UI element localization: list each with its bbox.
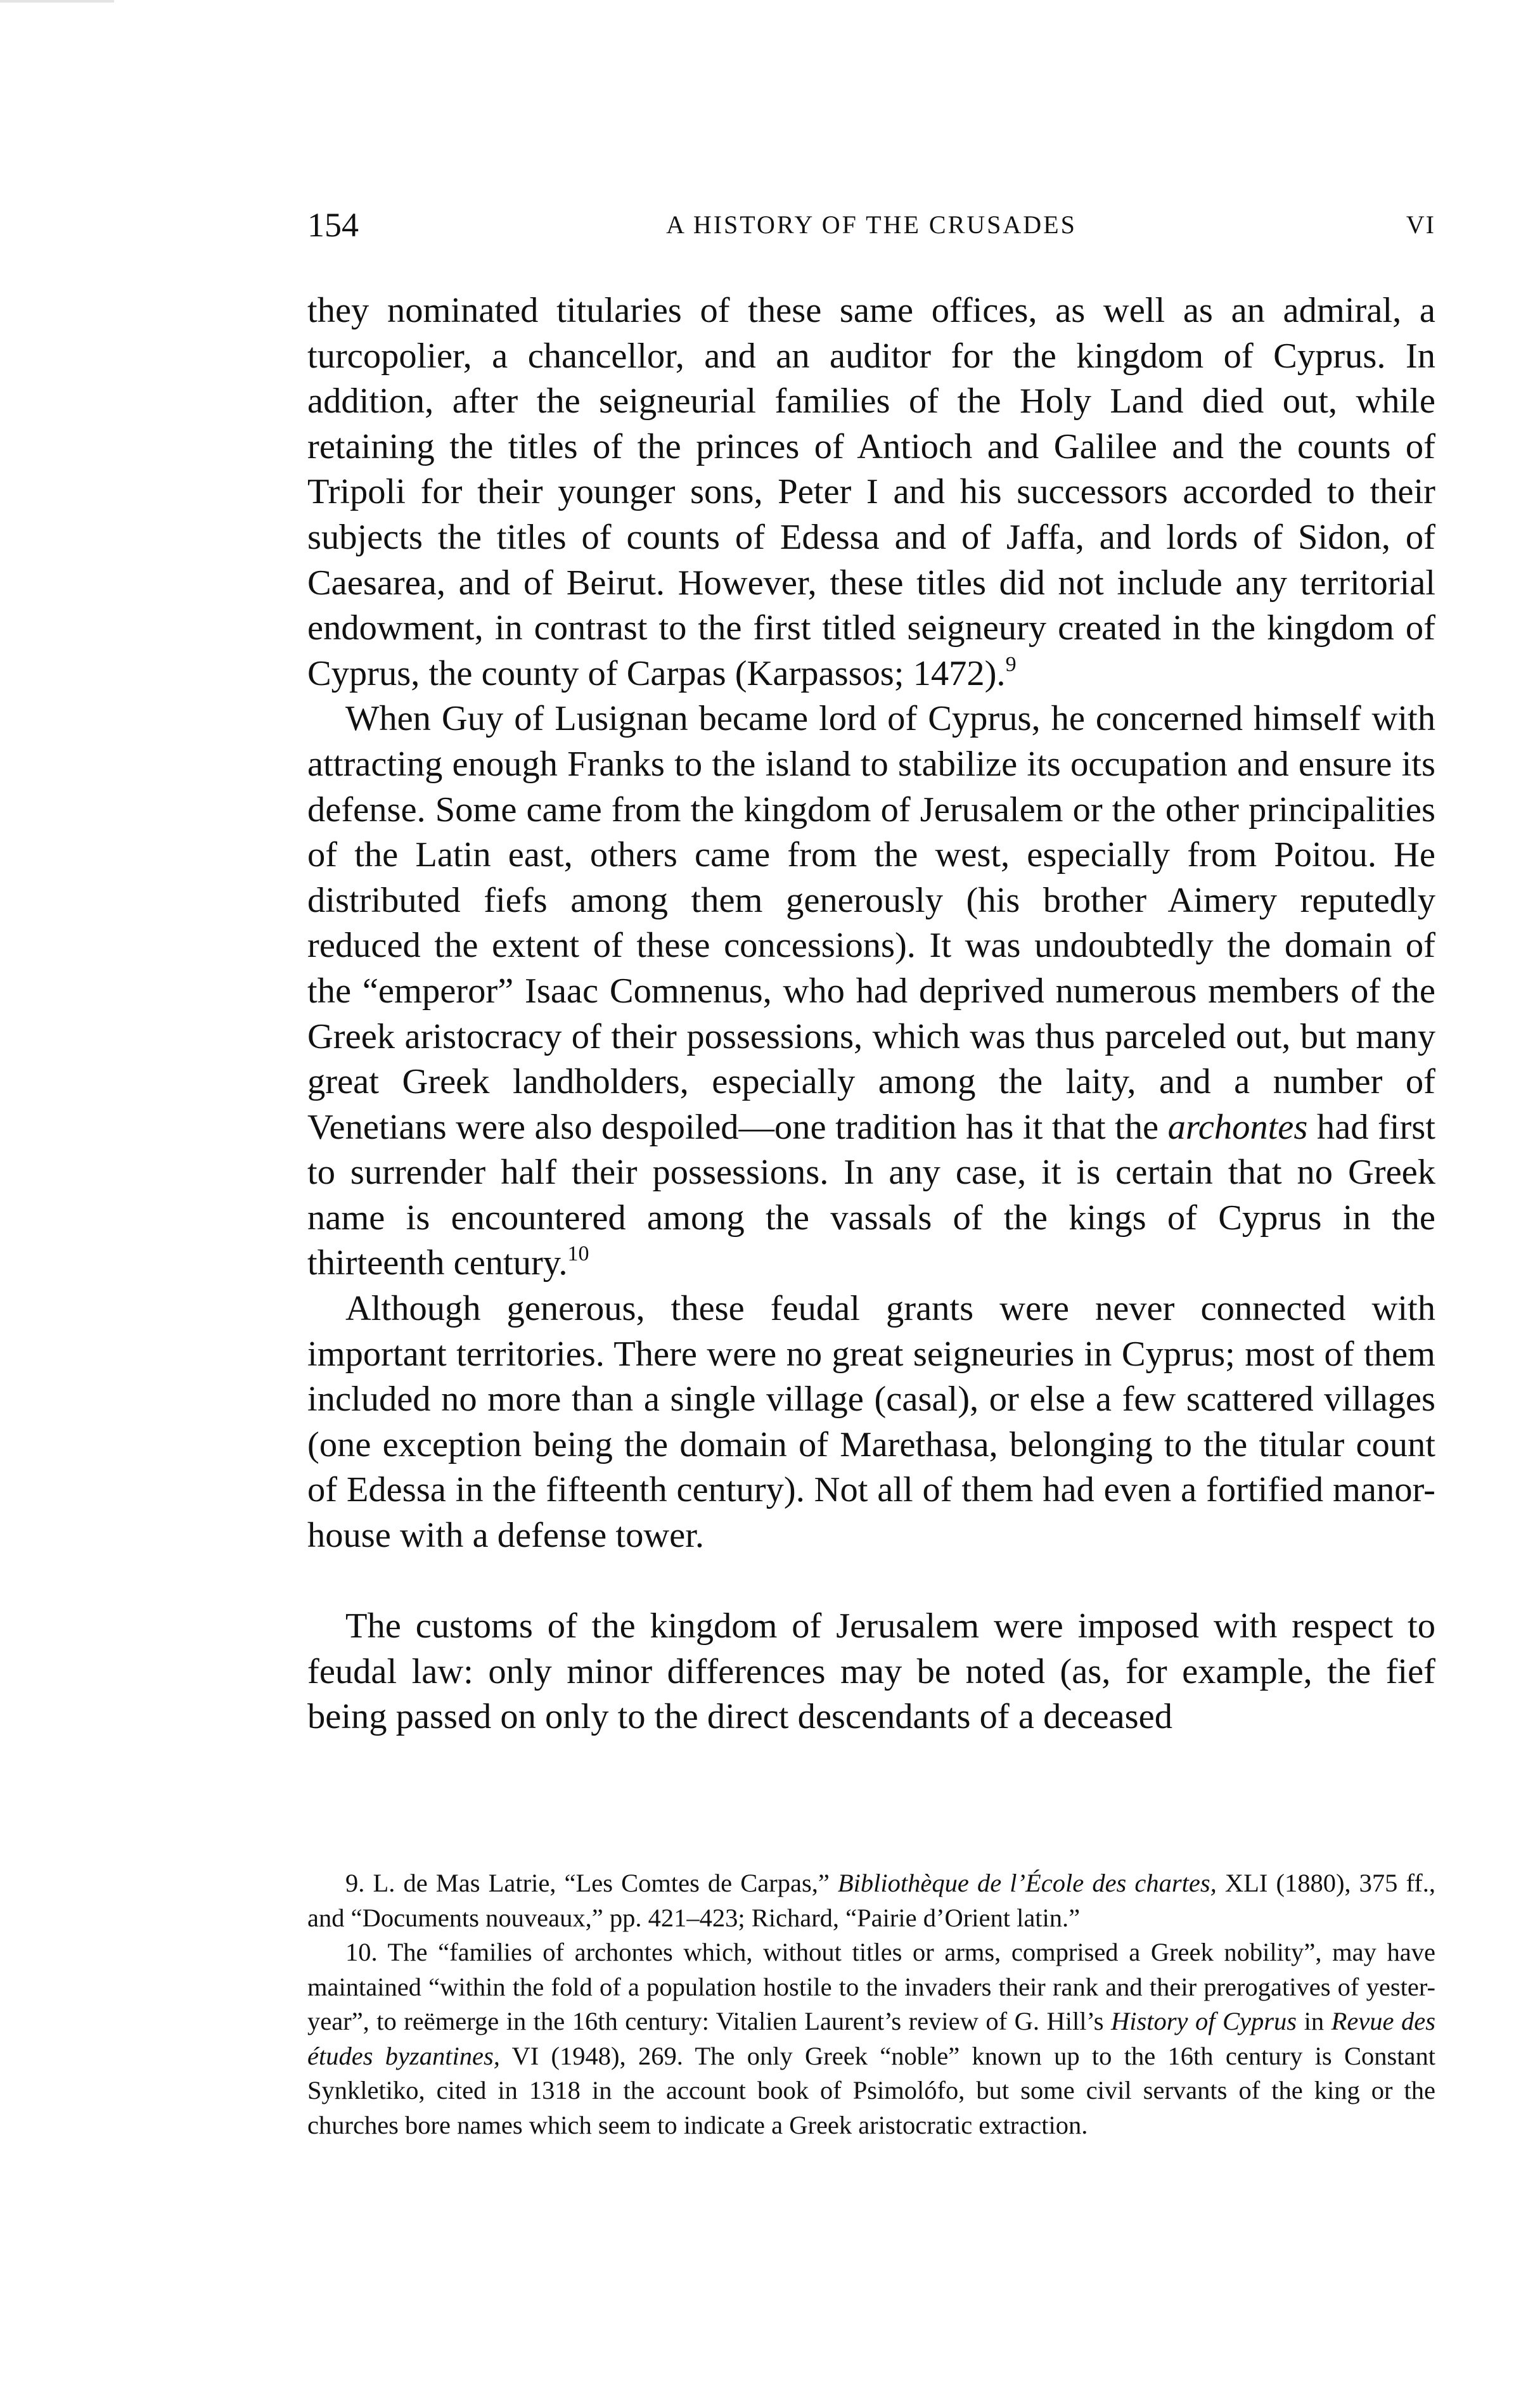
footnote-9-journal: Bibliothèque de l’École des chartes, — [837, 1869, 1217, 1897]
footnote-ref-10[interactable]: 10 — [567, 1242, 589, 1266]
footnote-10-text-c: VI (1948), 269. The only Greek “noble” known up to the 16th century is Constant Synkletiko, cited in 1318 in the account book of Psimolófo, but some civil servants of the king or the churches bore names which seem to indicate a Greek aristocratic extraction. — [307, 2041, 1435, 2139]
running-head — [307, 203, 1435, 247]
footnote-9 — [307, 1866, 1435, 1935]
footnotes — [307, 1866, 1435, 2142]
paragraph-1-text: they nominated titularies of these same offices, as well as an admiral, a turcopolier, a chancellor, and an auditor for the kingdom of Cyprus. In addition, after the seigneurial families of the Holy Land died out, while retaining the titles of the princes of Antioch and Galilee and the counts of Tripoli for their younger sons, Peter I and his successors accorded to their subjects the titles of counts of Edessa and of Jaffa, and lords of Sidon, of Caesarea, and of Beirut. However, these titles did not include any territorial endowment, in contrast to the first titled seigneury created in the kingdom of Cyprus, the county of Carpas (Karpassos; 1472). — [307, 291, 1435, 693]
chapter-number: VI — [1406, 210, 1435, 239]
footnote-10-journal: Revue des études byzantines, — [307, 2007, 1436, 2070]
scan-edge-mark — [0, 0, 114, 3]
footnote-10-text-a: 10. The “families of archontes which, without titles or arms, comprised a Greek nobility”, may have maintained “within the fold of a population hostile to the invaders their rank and their prerogatives of yester-year”, to reëmerge in the 16th century: Vitalien Laurent’s review of G. Hill’s — [307, 1938, 1435, 2035]
paragraph-2 — [307, 696, 1435, 1286]
footnote-9-text-b: XLI (1880), 375 ff., and “Documents nouveaux,” pp. 421–423; Richard, “Pairie d’Orient latin.” — [307, 1869, 1435, 1932]
paragraph-4: The customs of the kingdom of Jerusalem were imposed with respect to feudal law: only minor differences may be noted (as, for example, the fief being passed on only to the direct descendants of a deceased — [307, 1606, 1435, 1737]
archontes-term: archontes — [1167, 1107, 1308, 1147]
running-title: A HISTORY OF THE CRUSADES — [666, 210, 1077, 239]
footnote-9-text-a: 9. L. de Mas Latrie, “Les Comtes de Carpas,” — [345, 1869, 838, 1897]
footnote-ref-9[interactable]: 9 — [1005, 652, 1017, 676]
paragraph-3: Although generous, these feudal grants were never connected with important territories. There were no great seigneuries in Cyprus; most of them included no more than a single village (casal), or else a few scattered villages (one exception being the domain of Marethasa, belonging to the titular count of Edessa in the fifteenth century). Not all of them had even a fortified manor-house with a defense tower. — [307, 1289, 1435, 1556]
footnote-10-text-b: in — [1297, 2007, 1332, 2035]
main-text — [307, 288, 1435, 1740]
paragraph-2-text-a: When Guy of Lusignan became lord of Cyprus, he concerned himself with attracting enough Franks to the island to stabilize its occupation and ensure its defense. Some came from the kingdom of Jerusalem or the other principalities of the Latin east, others came from the west, especially from Poitou. He distributed fiefs among them generously (his brother Aimery reputedly reduced the extent of these concessions). It was undoubtedly the domain of the “emperor” Isaac Comnenus, who had deprived numerous members of the Greek aristocracy of their possessions, which was thus parceled out, but many great Greek landholders, especially among the laity, and a number of Venetians were also despoiled—one tradition has it that the — [307, 699, 1435, 1147]
paragraph-1 — [307, 288, 1435, 696]
page-number: 154 — [307, 206, 359, 244]
paragraph-2-text-b: had first to surrender half their possessions. In any case, it is certain that no Greek name is encountered among the vassals of the kings of Cyprus in the thirteenth century. — [307, 1107, 1435, 1283]
footnote-10 — [307, 1935, 1435, 2142]
footnote-10-book-title: History of Cyprus — [1111, 2007, 1297, 2035]
